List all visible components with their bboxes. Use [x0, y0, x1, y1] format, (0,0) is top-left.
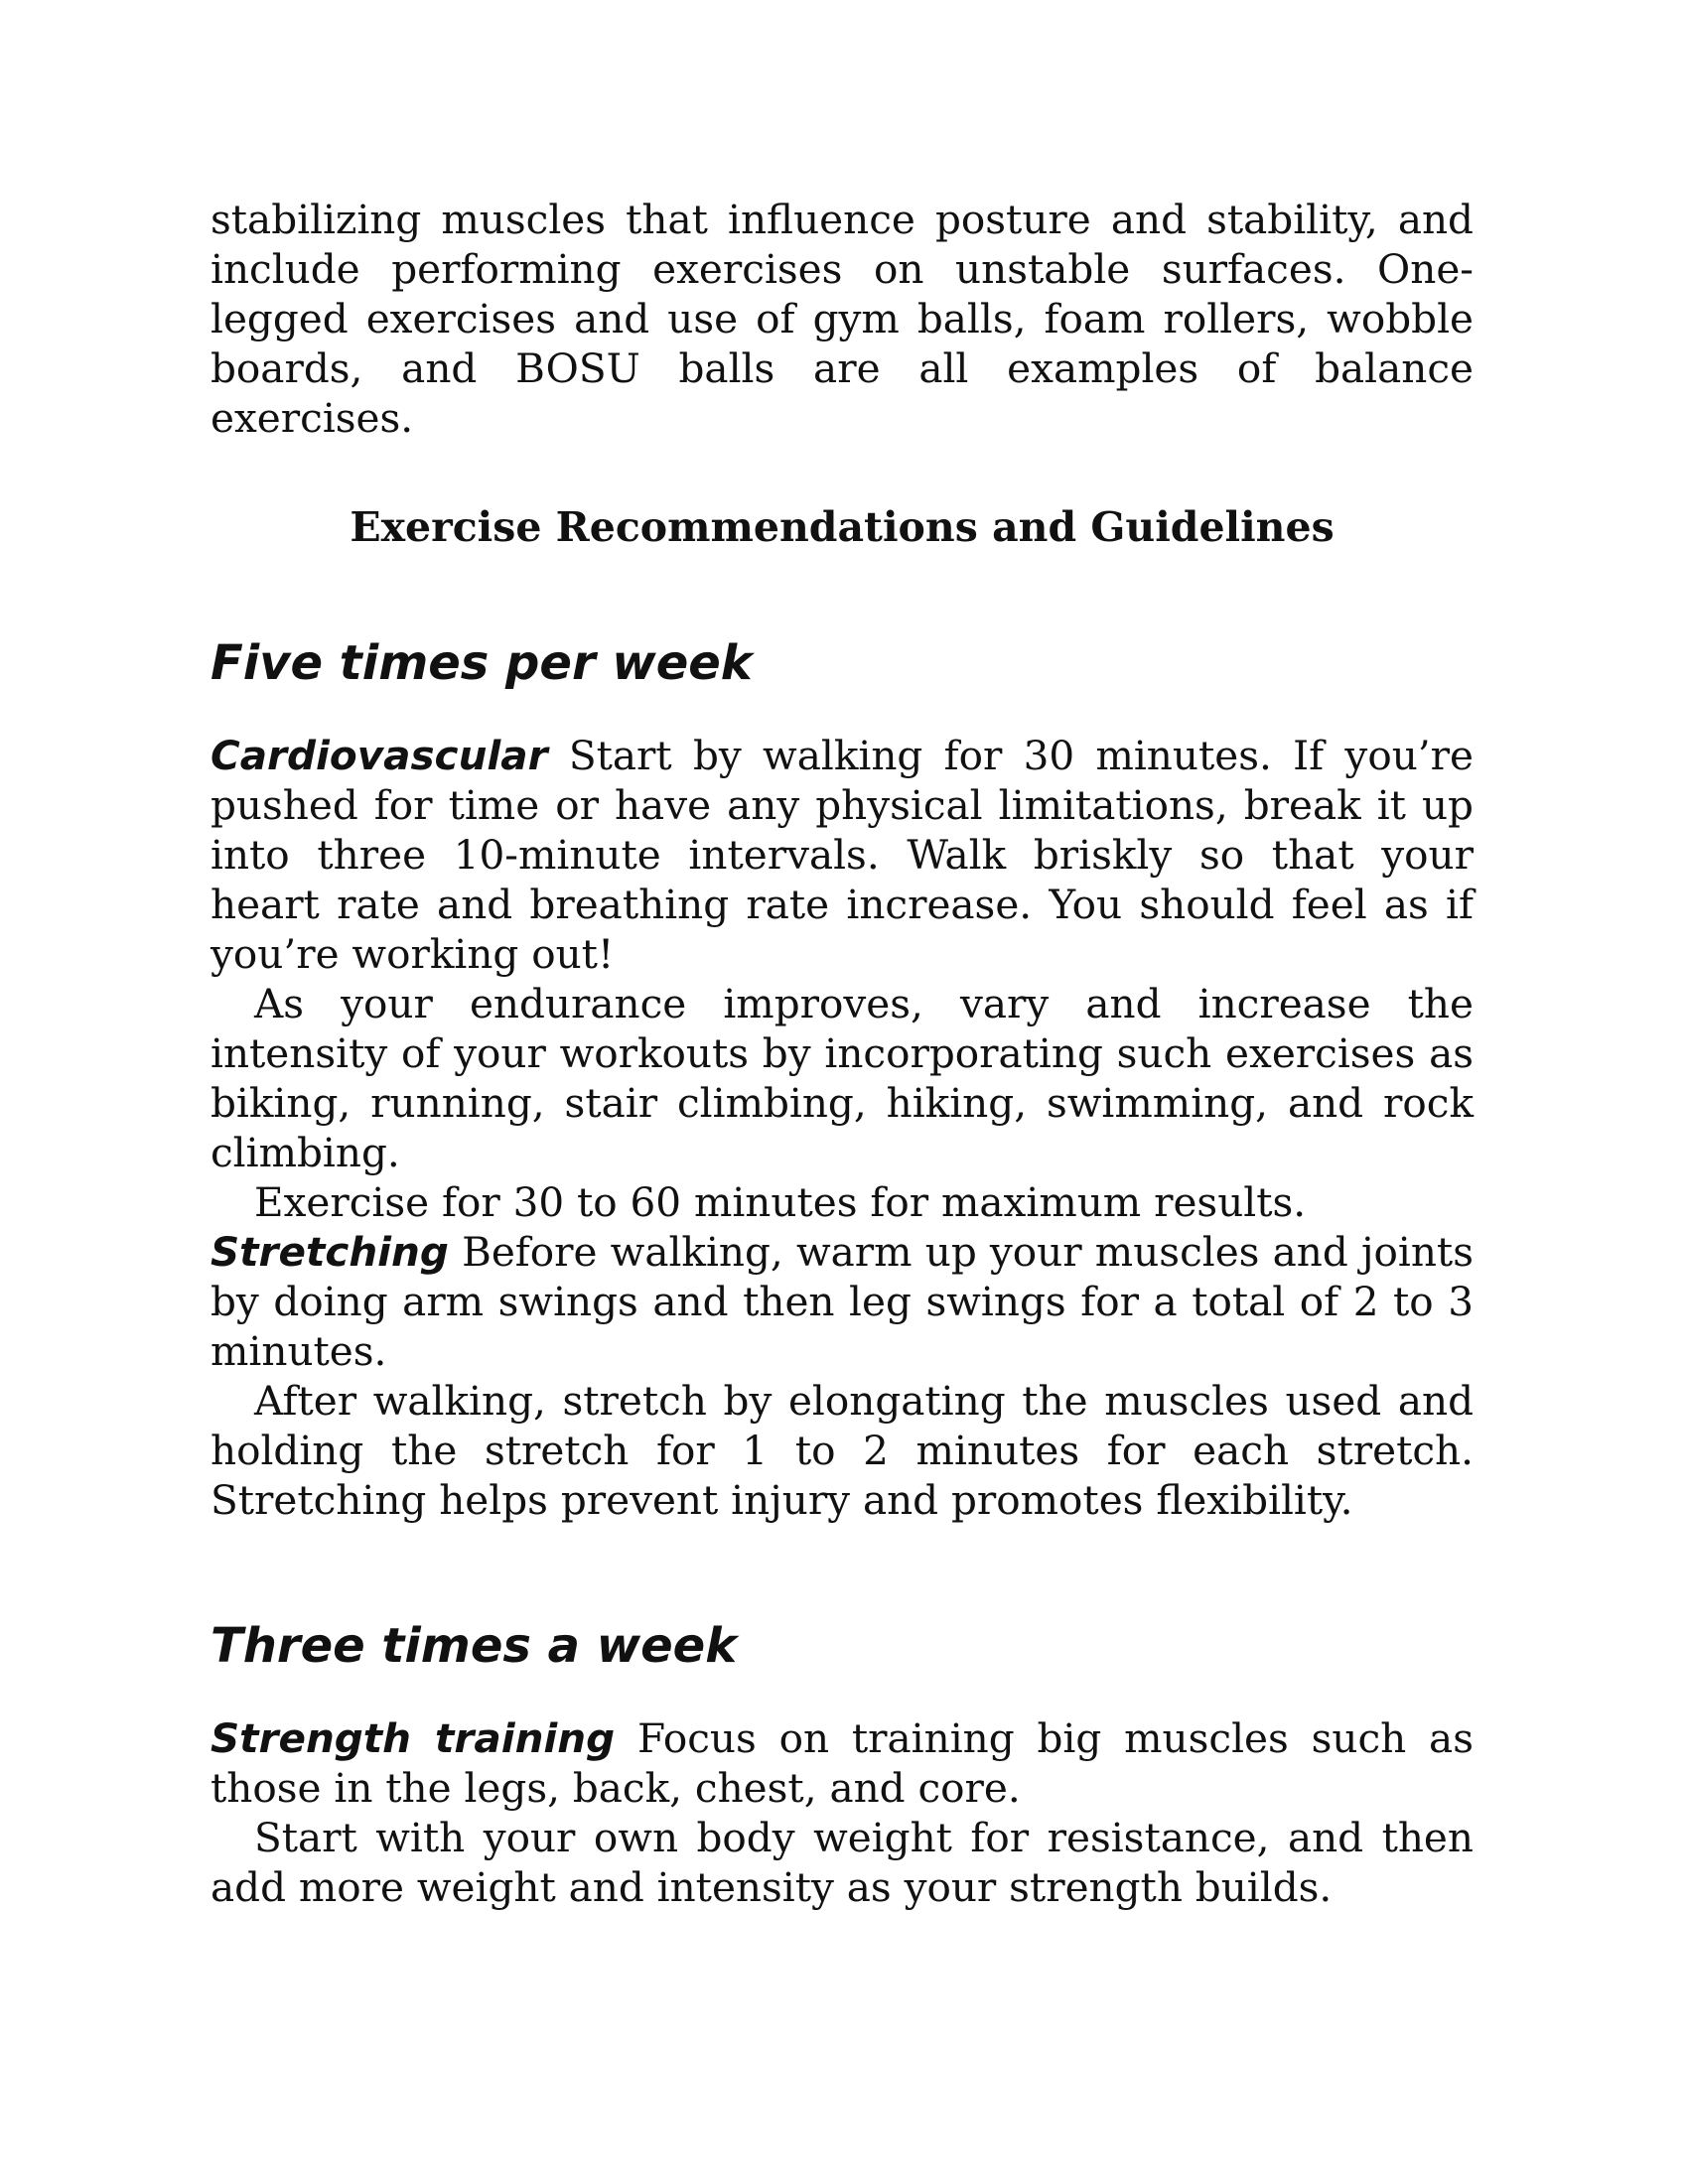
cardio-text: Start by walking for 30 minutes. If you’re pushed for time or have any physical limitations, break it up into three 10-minute intervals. Walk briskly so that your heart rate and breathing rate increase. You should feel as if you’re working out! [211, 732, 1474, 978]
stretch-text: Before walking, warm up your muscles and joints by doing arm swings and then leg swings for a total of 2 to 3 minutes. [211, 1228, 1474, 1375]
heading-five-times-per-week: Five times per week [211, 635, 753, 691]
strength-paragraph-2: Start with your own body weight for resistance, and then add more weight and intensity as your strength builds. [211, 1814, 1474, 1911]
cardio-paragraph-2: As your endurance improves, vary and increase the intensity of your workouts by incorporating such exercises as biking, running, stair climbing, hiking, swimming, and rock climbing. [211, 980, 1474, 1176]
document-page [211, 195, 1474, 1912]
heading-three-times-a-week: Three times a week [211, 1618, 738, 1674]
cardio-paragraph [211, 731, 1474, 979]
intro-paragraph: stabilizing muscles that influence posture and stability, and include performing exercises on unstable surfaces. One-legged exercises and use of gym balls, foam rollers, wobble boards, and BOSU balls are all examples of balance exercises. [211, 196, 1474, 442]
strength-label: Strength training [211, 1714, 616, 1762]
stretch-label: Stretching [211, 1228, 449, 1276]
stretch-paragraph-2: After walking, stretch by elongating the muscles used and holding the stretch for 1 to 2 minutes for each stretch. Stretching helps prevent injury and promotes flexibility. [211, 1377, 1474, 1524]
stretch-paragraph [211, 1227, 1474, 1376]
cardio-paragraph-3: Exercise for 30 to 60 minutes for maximum results. [254, 1178, 1307, 1226]
cardio-label: Cardiovascular [211, 732, 548, 779]
strength-paragraph [211, 1713, 1474, 1813]
section-title: Exercise Recommendations and Guidelines [350, 503, 1335, 551]
strength-text: Focus on training big muscles such as those in the legs, back, chest, and core. [211, 1714, 1474, 1812]
